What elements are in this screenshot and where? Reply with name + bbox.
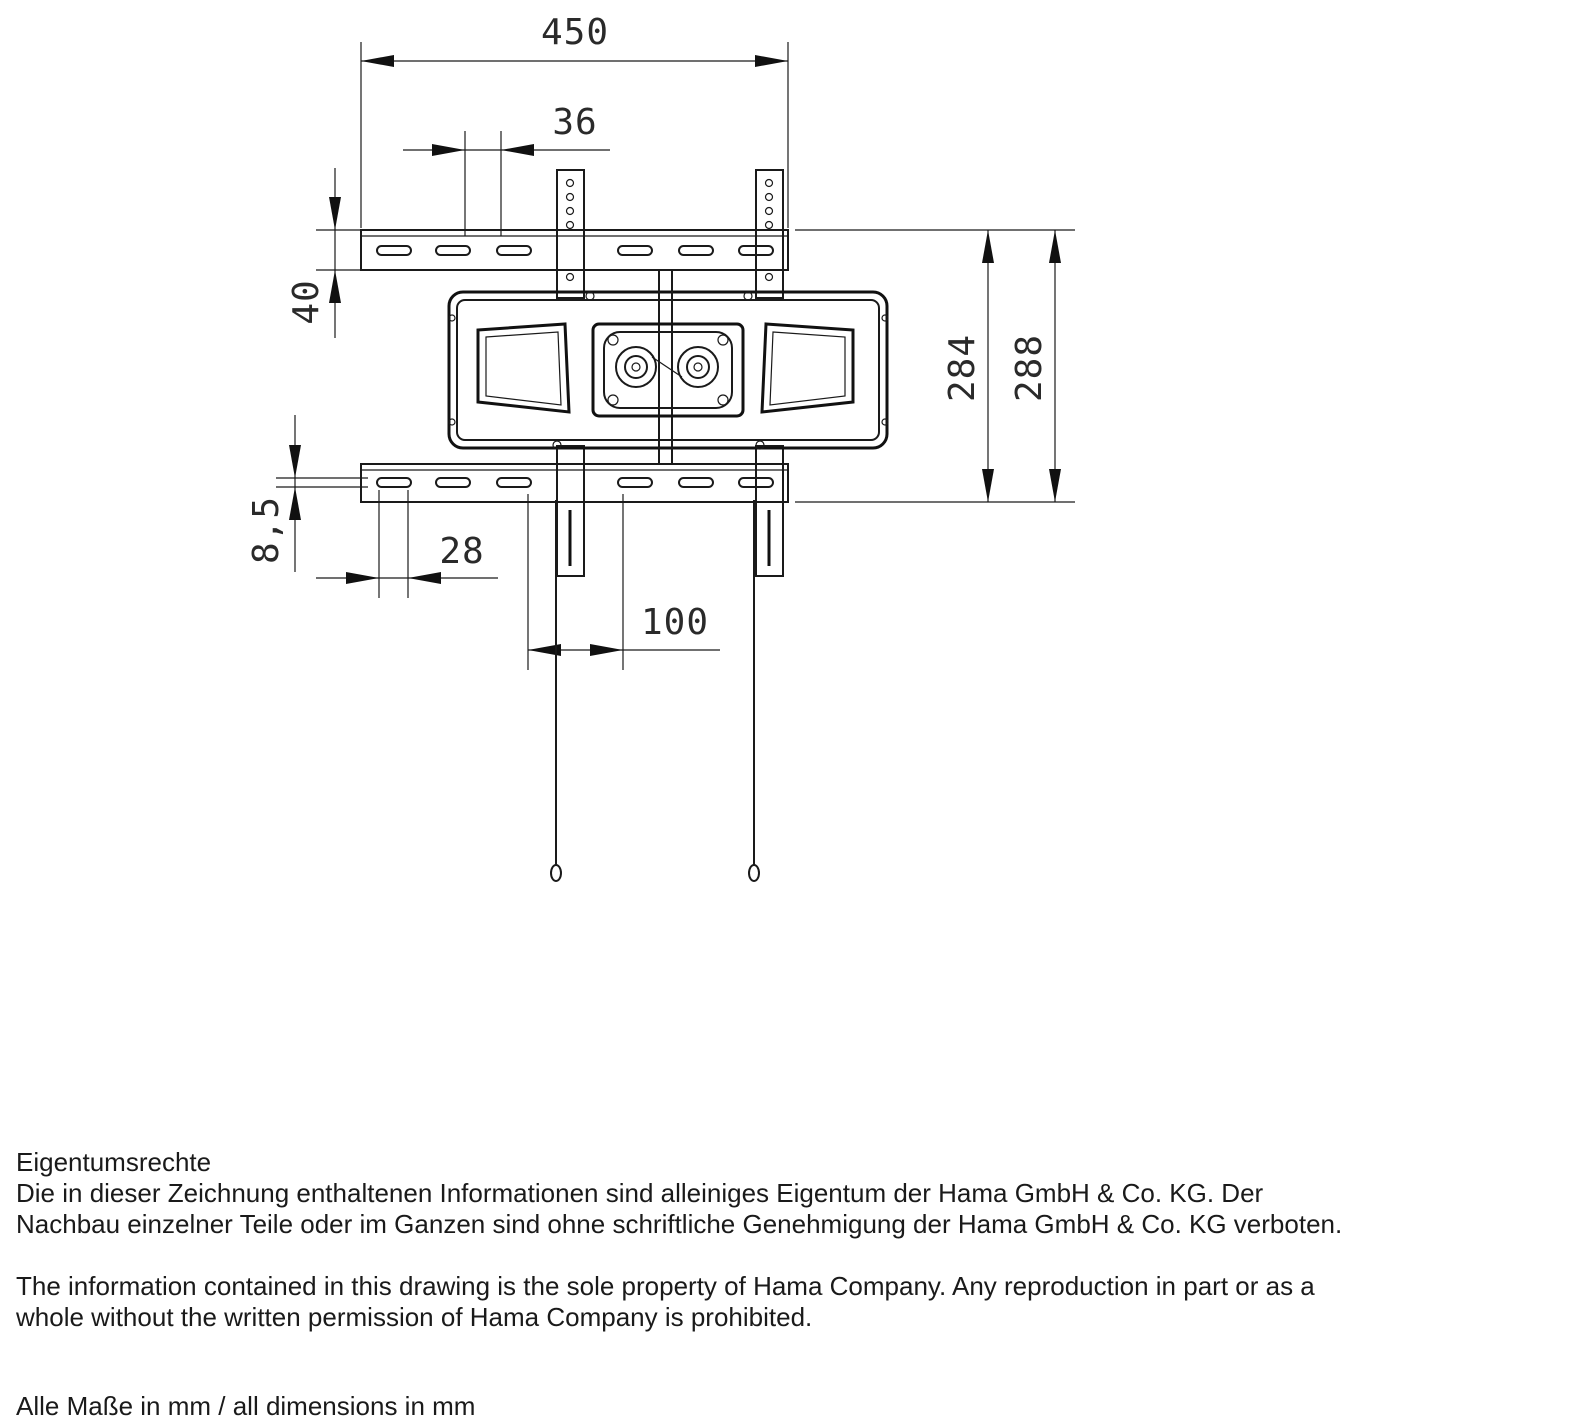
center-mount-plate xyxy=(449,270,888,464)
notice-german-line-2: Nachbau einzelner Teile oder im Ganzen sind ohne schriftliche Genehmigung der Hama GmbH & Co. KG verboten. xyxy=(16,1209,1343,1239)
label-width-total: 450 xyxy=(540,12,610,53)
label-slot-height: 8,5 xyxy=(246,495,287,565)
label-height-b: 288 xyxy=(1009,333,1050,403)
label-slot-width: 28 xyxy=(439,531,485,572)
rail-bottom xyxy=(361,464,788,502)
notice-heading: Eigentumsrechte xyxy=(16,1147,212,1177)
notice-english-line-2: whole without the written permission of Hama Company is prohibited. xyxy=(16,1302,813,1332)
label-top-height: 40 xyxy=(286,279,327,325)
dimension-slot-width xyxy=(316,490,498,598)
pull-cord-right xyxy=(749,500,759,881)
dimension-top-height xyxy=(286,168,361,338)
pull-cord-left xyxy=(551,500,561,881)
rail-top xyxy=(361,230,788,270)
label-slot-spacing: 36 xyxy=(552,102,598,143)
dimension-slot-height xyxy=(246,415,368,572)
notice-english-line-1: The information contained in this drawing is the sole property of Hama Company. Any reproduction in part or as a xyxy=(16,1271,1315,1301)
label-cord-spacing: 100 xyxy=(640,602,710,643)
notice-german-line-1: Die in dieser Zeichnung enthaltenen Informationen sind alleiniges Eigentum der Hama GmbH & Co. KG. Der xyxy=(16,1178,1264,1208)
units-note: Alle Maße in mm / all dimensions in mm xyxy=(16,1391,476,1421)
label-height-a: 284 xyxy=(942,333,983,403)
dimension-heights xyxy=(795,230,1075,502)
